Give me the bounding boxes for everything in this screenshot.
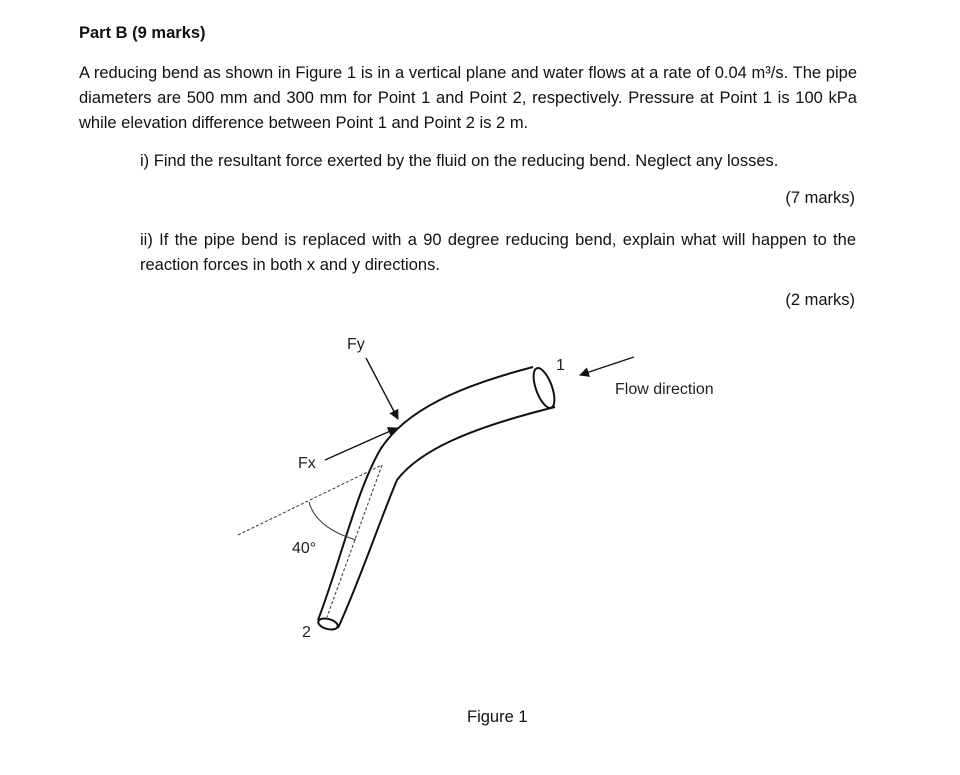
- question-i: i) Find the resultant force exerted by the fluid on the reducing bend. Neglect any losses.: [140, 152, 779, 170]
- question-ii-marks: (2 marks): [785, 291, 855, 309]
- problem-statement: A reducing bend as shown in Figure 1 is in a vertical plane and water flows at a rate of 0.04 m³/s. The pipe diameters are 500 mm and 300 mm for Point 1 and Point 2, respectively. Pressure at Point 1 is 100 kPa while elevation difference between Point 1 and Point 2 is 2 m.: [79, 64, 857, 132]
- fx-arrow: [325, 428, 397, 460]
- question-ii: ii) If the pipe bend is replaced with a 90 degree reducing bend, explain what will happen to the reaction forces in both x and y directions.: [140, 231, 856, 274]
- question-i-marks: (7 marks): [785, 189, 855, 207]
- pipe-outer-edge: [318, 367, 533, 620]
- section-heading: Part B (9 marks): [79, 24, 206, 42]
- point-2-label: 2: [302, 624, 311, 641]
- point-1-label: 1: [556, 357, 565, 374]
- pipe-end-point-1: [529, 366, 558, 411]
- horizontal-reference-line: [238, 465, 382, 535]
- pipe-end-point-2: [317, 617, 339, 632]
- fy-arrow: [366, 358, 398, 419]
- flow-direction-arrow: [580, 357, 634, 375]
- fy-label: Fy: [347, 336, 365, 353]
- angle-label: 40°: [292, 540, 317, 557]
- flow-direction-label: Flow direction: [615, 381, 714, 398]
- angle-arc: [309, 502, 356, 540]
- figure-caption: Figure 1: [467, 708, 528, 726]
- fx-label: Fx: [298, 455, 316, 472]
